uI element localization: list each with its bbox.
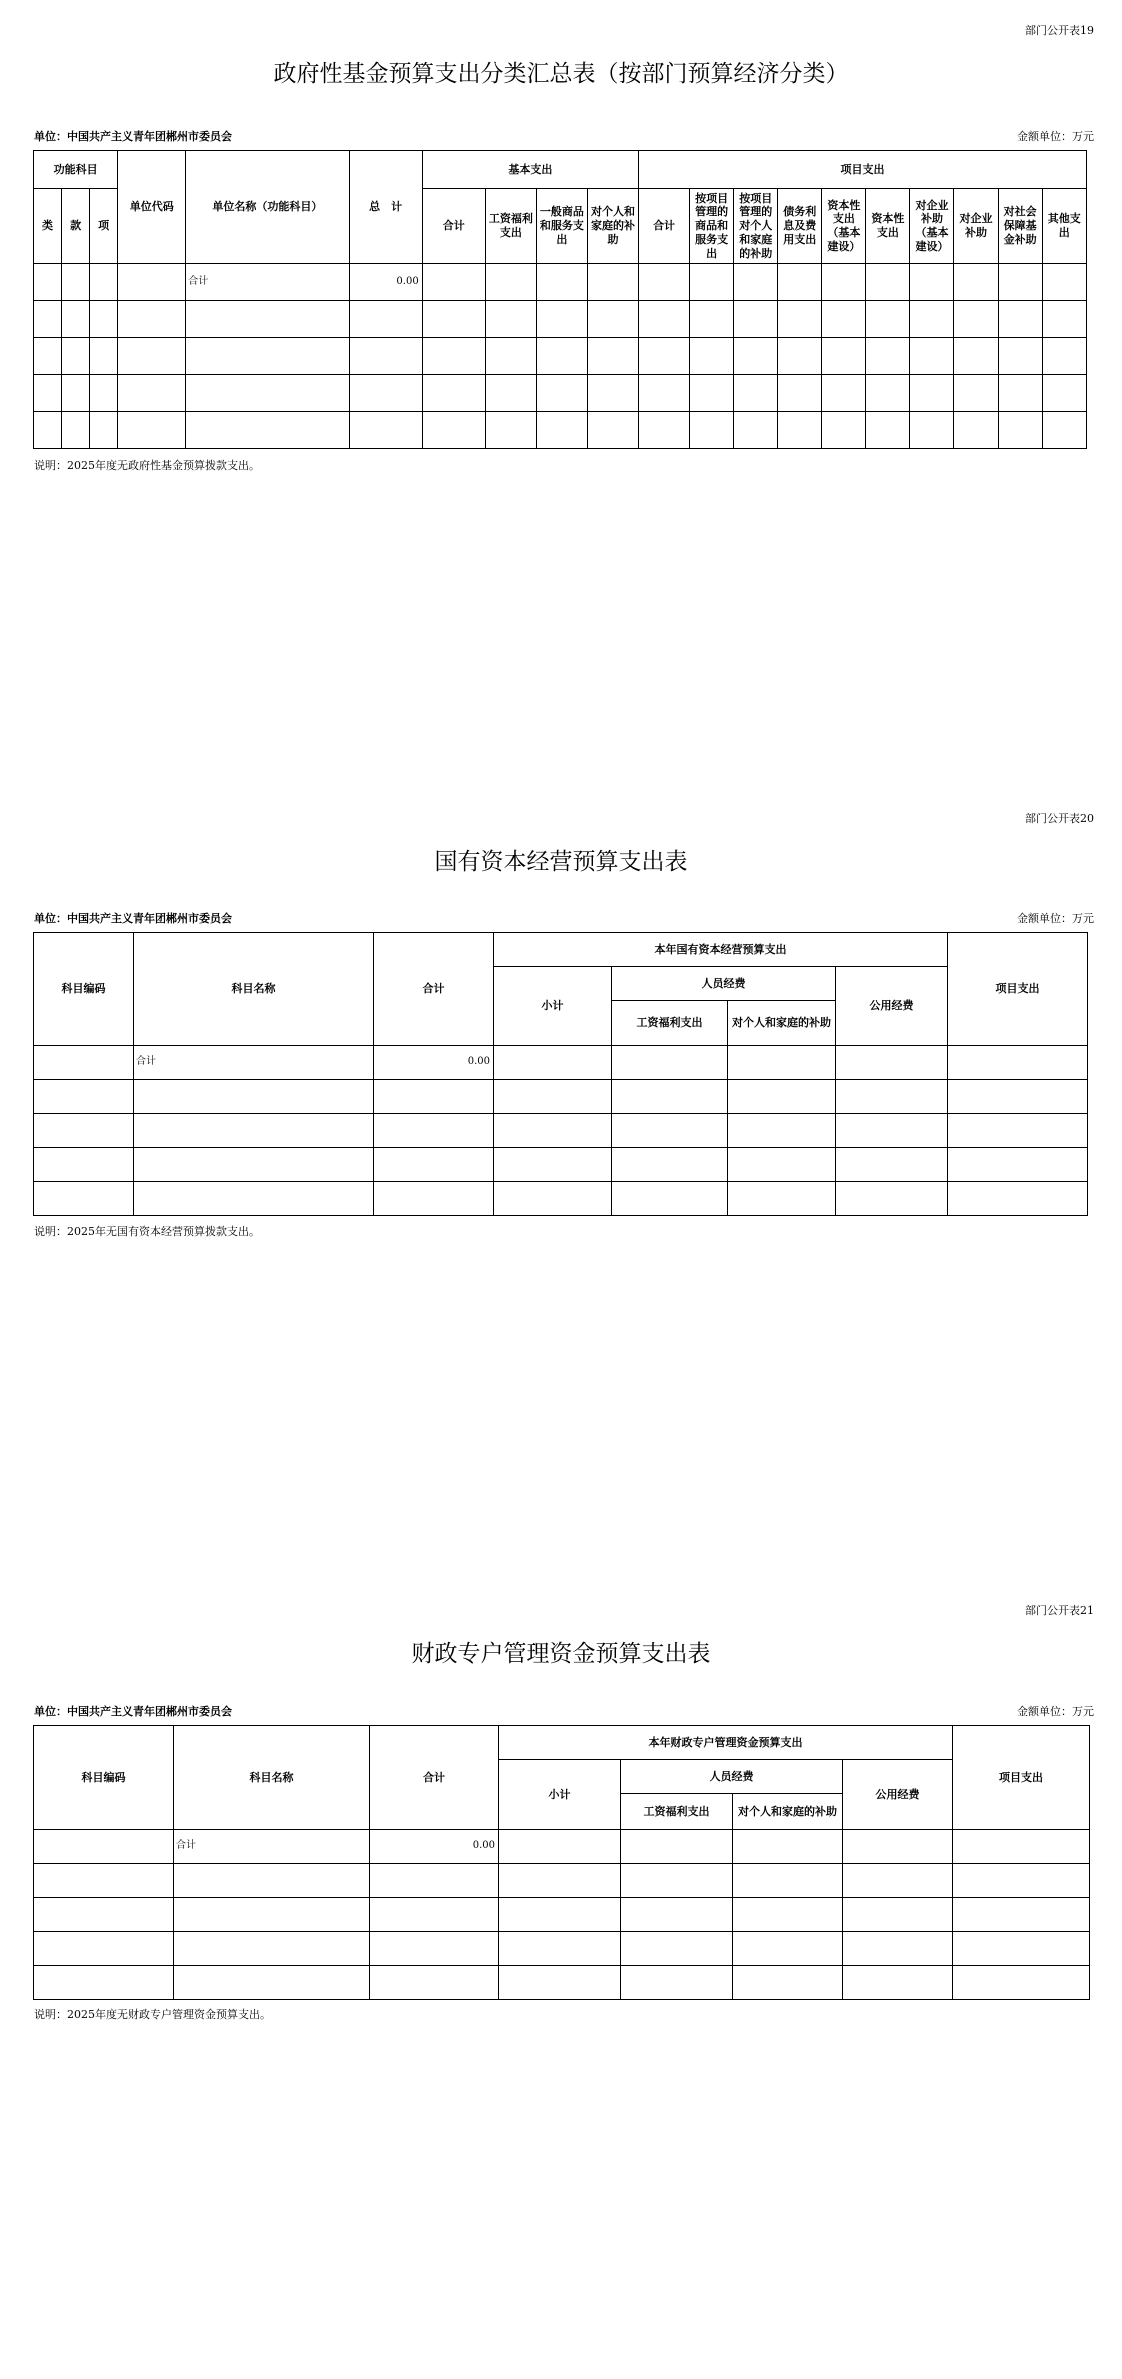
header-subtotal: 小计 (499, 1760, 621, 1830)
unit-label: 单位：中国共产主义青年团郴州市委员会 (34, 1705, 232, 1718)
amount-unit: 金额单位：万元 (1017, 912, 1094, 925)
table-row (34, 301, 1087, 338)
table-number: 部门公开表20 (1025, 812, 1094, 825)
page-title: 政府性基金预算支出分类汇总表（按部门预算经济分类） (273, 61, 849, 87)
table-row (34, 338, 1087, 375)
page-title: 财政专户管理资金预算支出表 (411, 1641, 711, 1667)
amount-unit: 金额单位：万元 (1017, 1705, 1094, 1718)
header-project-col: 对社会保障基金补助 (998, 189, 1042, 264)
header-project-col: 对企业补助 (954, 189, 998, 264)
header-code: 科目编码 (34, 933, 134, 1046)
table-row (34, 1148, 1088, 1182)
budget-table (33, 1725, 1090, 2000)
header-group: 本年财政专户管理资金预算支出 (499, 1726, 953, 1760)
table-row (34, 1114, 1088, 1148)
row-total-value: 0.00 (374, 1046, 494, 1080)
header-func-subject: 功能科目 (34, 151, 118, 189)
footnote: 说明：2025年度无财政专户管理资金预算支出。 (34, 2008, 271, 2021)
header-wage: 工资福利支出 (612, 1001, 728, 1046)
header-project-col: 对企业补助（基本建设） (910, 189, 954, 264)
header-total: 合计 (370, 1726, 499, 1830)
header-personnel: 人员经费 (621, 1760, 843, 1794)
header-project-col: 资本性支出（基本建设） (822, 189, 866, 264)
header-kuan: 款 (62, 189, 90, 264)
header-project: 项目支出 (948, 933, 1088, 1046)
section-table-20 (0, 790, 1122, 1250)
page-title: 国有资本经营预算支出表 (434, 849, 688, 875)
unit-label: 单位：中国共产主义青年团郴州市委员会 (34, 912, 232, 925)
header-basic-col: 对个人和家庭的补助 (587, 189, 638, 264)
header-total: 总 计 (349, 151, 422, 264)
table-number: 部门公开表21 (1025, 1604, 1094, 1617)
header-basic: 基本支出 (422, 151, 638, 189)
header-public: 公用经费 (843, 1760, 953, 1830)
header-xiang: 项 (90, 189, 118, 264)
section-table-19 (0, 0, 1122, 480)
header-public: 公用经费 (836, 967, 948, 1046)
budget-table (33, 932, 1088, 1216)
row-label: 合计 (134, 1046, 374, 1080)
unit-label: 单位：中国共产主义青年团郴州市委员会 (34, 130, 232, 143)
row-total-value: 0.00 (349, 264, 422, 301)
row-label: 合计 (186, 264, 349, 301)
header-subtotal: 小计 (494, 967, 612, 1046)
footnote: 说明：2025年度无政府性基金预算拨款支出。 (34, 459, 260, 472)
header-name: 科目名称 (134, 933, 374, 1046)
header-group: 本年国有资本经营预算支出 (494, 933, 948, 967)
header-project-col: 其他支出 (1042, 189, 1086, 264)
header-basic-col: 工资福利支出 (485, 189, 536, 264)
amount-unit: 金额单位：万元 (1017, 130, 1094, 143)
header-unit-code: 单位代码 (118, 151, 186, 264)
table-row (34, 1182, 1088, 1216)
header-project-col: 债务利息及费用支出 (778, 189, 822, 264)
table-number: 部门公开表19 (1025, 24, 1094, 37)
header-project-col: 按项目管理的对个人和家庭的补助 (734, 189, 778, 264)
table-row (34, 1046, 1088, 1080)
header-total: 合计 (374, 933, 494, 1046)
header-project-col: 按项目管理的商品和服务支出 (690, 189, 734, 264)
header-basic-col: 一般商品和服务支出 (536, 189, 587, 264)
header-lei: 类 (34, 189, 62, 264)
table-row (34, 1830, 1090, 1864)
header-code: 科目编码 (34, 1726, 174, 1830)
footnote: 说明：2025年无国有资本经营预算拨款支出。 (34, 1225, 260, 1238)
section-table-21 (0, 1582, 1122, 2052)
header-personnel: 人员经费 (612, 967, 836, 1001)
header-family: 对个人和家庭的补助 (733, 1794, 843, 1830)
budget-table (33, 150, 1087, 449)
table-row (34, 1932, 1090, 1966)
row-label: 合计 (174, 1830, 370, 1864)
row-total-value: 0.00 (370, 1830, 499, 1864)
table-row (34, 1966, 1090, 2000)
header-family: 对个人和家庭的补助 (728, 1001, 836, 1046)
table-row (34, 264, 1087, 301)
header-project-col: 资本性支出 (866, 189, 910, 264)
table-row (34, 412, 1087, 449)
header-basic-col: 合计 (422, 189, 485, 264)
header-unit-name: 单位名称（功能科目） (186, 151, 349, 264)
header-project: 项目支出 (639, 151, 1087, 189)
header-wage: 工资福利支出 (621, 1794, 733, 1830)
table-row (34, 1898, 1090, 1932)
header-project-col: 合计 (639, 189, 690, 264)
table-row (34, 1864, 1090, 1898)
header-name: 科目名称 (174, 1726, 370, 1830)
header-project: 项目支出 (953, 1726, 1090, 1830)
table-row (34, 375, 1087, 412)
table-row (34, 1080, 1088, 1114)
